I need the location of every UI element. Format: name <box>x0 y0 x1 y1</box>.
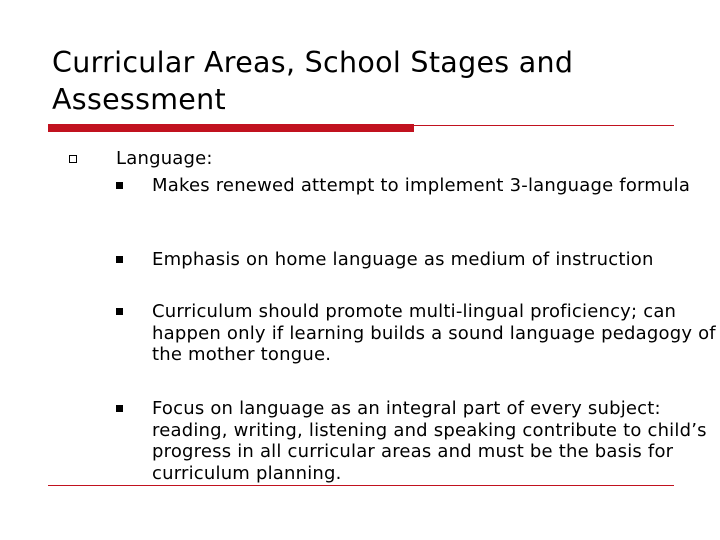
slide-title: Curricular Areas, School Stages and Assessment <box>52 46 574 116</box>
title-underline-thick <box>48 124 414 132</box>
filled-square-bullet-icon <box>116 405 123 412</box>
filled-square-bullet-icon <box>116 256 123 263</box>
sub-point-text: Curriculum should promote multi-lingual proficiency; can happen only if learning builds a sound language pedagogy of the mother tongue. <box>152 301 716 365</box>
sub-point-text: Focus on language as an integral part of every subject: reading, writing, listening and speaking contribute to child’s progress in all curricular areas and must be the basis for curriculum planning. <box>152 398 707 484</box>
bottom-divider <box>48 485 674 486</box>
filled-square-bullet-icon <box>116 308 123 315</box>
filled-square-bullet-icon <box>116 182 123 189</box>
main-point-text: Language: <box>116 148 213 169</box>
hollow-square-bullet-icon <box>69 155 77 163</box>
sub-point-text: Makes renewed attempt to implement 3-language formula <box>152 175 691 196</box>
title-underline-thin <box>414 125 674 126</box>
sub-point-text: Emphasis on home language as medium of instruction <box>152 249 654 270</box>
